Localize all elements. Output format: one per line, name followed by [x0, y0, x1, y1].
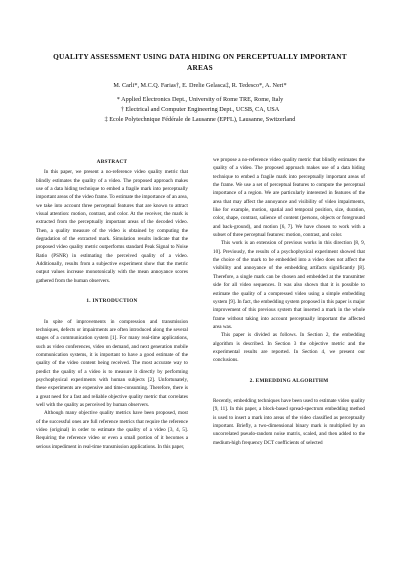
body-paragraph: Although many objective quality metrics have been proposed, most of the successful ones are full reference metrics that require the reference video (original) in order to estimate the quality of a video [3, 4, 5]. Requiring the reference video or even a small portion of it becomes a serious impediment in real-time transmission applications. In this paper,	[36, 410, 188, 450]
affiliation: ‡ Ecole Polytechnique Fédérale de Lausanne (EPFL), Lausanne, Switzerland	[104, 116, 296, 123]
abstract-heading: ABSTRACT	[96, 159, 128, 165]
body-paragraph: Recently, embedding techniques have been used to estimate video quality [9, 11]. In this paper, a block-based spread-spectrum embedding method is used to insert a mark into areas of the video classified as perceptually important. Briefly, a two-dimensional binary mark is multiplied by an uncorrelated pseudo-random noise matrix, scaled, and then added to the medium-high frequency DCT coefficients of selected	[213, 397, 365, 446]
section-2-heading: 2. EMBEDDING ALGORITHM	[249, 377, 329, 384]
affiliation: * Applied Electronics Dept., University of Rome TRE, Rome, Italy	[116, 96, 284, 103]
left-column	[36, 158, 188, 451]
paper-title: QUALITY ASSESSMENT USING DATA HIDING ON PERCEPTUALLY IMPORTANT AREAS	[53, 52, 347, 72]
body-paragraph: This work is an extension of previous works in this direction [8, 9, 10]. Previously, the results of a psychophysical experiment showed that the choice of the mark to be embedded into a video does not affect the visibility and annoyance of the embedding artifacts significantly [8]. Therefore, a single mark can be chosen and embedded at the transmitter side for all video sequences. It was also shown that it is possible to estimate the quality of a compressed video using a simple embedding system [9]. In fact, the embedding system proposed in this paper is major improvement of this previous system that inserted a mark in the whole frame without taking into account perceptually important the affected area was.	[213, 240, 365, 330]
affiliation-list	[40, 95, 360, 125]
body-paragraph: we propose a no-reference video quality metric that blindly estimates the quality of a video. The proposed approach makes use of a data hiding technique to embed a fragile mark into perceptually important areas of the frame. We use a set of perceptual features to compute the perceptual importance of a region. We are particularly interested in features of the area that may affect the annoyance and visibility of video impairments, like for example, motion, spatial and temporal position, size, duration, color, shape, contrast, salience of content (persons, objects or foreground and back-ground), and motion [6, 7]. We have chosen to work with a subset of three perceptual features: motion, contrast, and color.	[213, 157, 365, 239]
author-list: M. Carli*, M.C.Q. Farias†, E. Drelie Gelasca‡, R. Tedesco*, A. Neri*	[113, 82, 287, 89]
abstract-text: In this paper, we present a no-reference video quality metric that blindly estimates the quality of a video. The proposed approach makes use of a data hiding technique to embed a fragile mark into perceptually important areas of the video frame. To estimate the importance of an area, we take into account three perceptual features that are known to attract visual attention: motion, contrast, and color. At the receiver, the mark is extracted from the perceptually important areas of the decoded video. Then, a quality measure of the video is obtained by computing the degradation of the extracted mark. Simulation results indicate that the proposed video quality metric outperforms standard Peak Signal to Noise Ratio (PSNR) in estimating the perceived quality of a video. Additionally, results from a subjective experiment show that the metric output values increase monotonically with the mean annoyance scores gathered from the human observers.	[36, 169, 188, 284]
body-paragraph: In spite of improvements in compression and transmission techniques, defects or impairments are often introduced along the several stages of a communication system [1]. For many real-time applications, such as video conferences, video on demand, and next generation mobile communication systems, it is important to have a good estimate of the quality of the video content being received. The most accurate way to predict the quality of a video is to measure it directly by performing psychophysical experiments with human subjects [2]. Unfortunately, these experiments are expensive and time-consuming. Therefore, there is a great need for a fast and reliable objective quality metric that correlates well with the quality as perceived by human observers.	[36, 318, 188, 408]
affiliation: † Electrical and Computer Engineering Dept., UCSB, CA, USA	[120, 106, 280, 113]
introduction-heading: 1. INTRODUCTION	[86, 298, 138, 305]
right-column	[213, 156, 365, 447]
body-paragraph: This paper is divided as follows. In Section 2, the embedding algorithm is described. In Section 3 the objective metric and the experimental results are reported. In Section 4, we present our conclusions.	[213, 332, 365, 364]
